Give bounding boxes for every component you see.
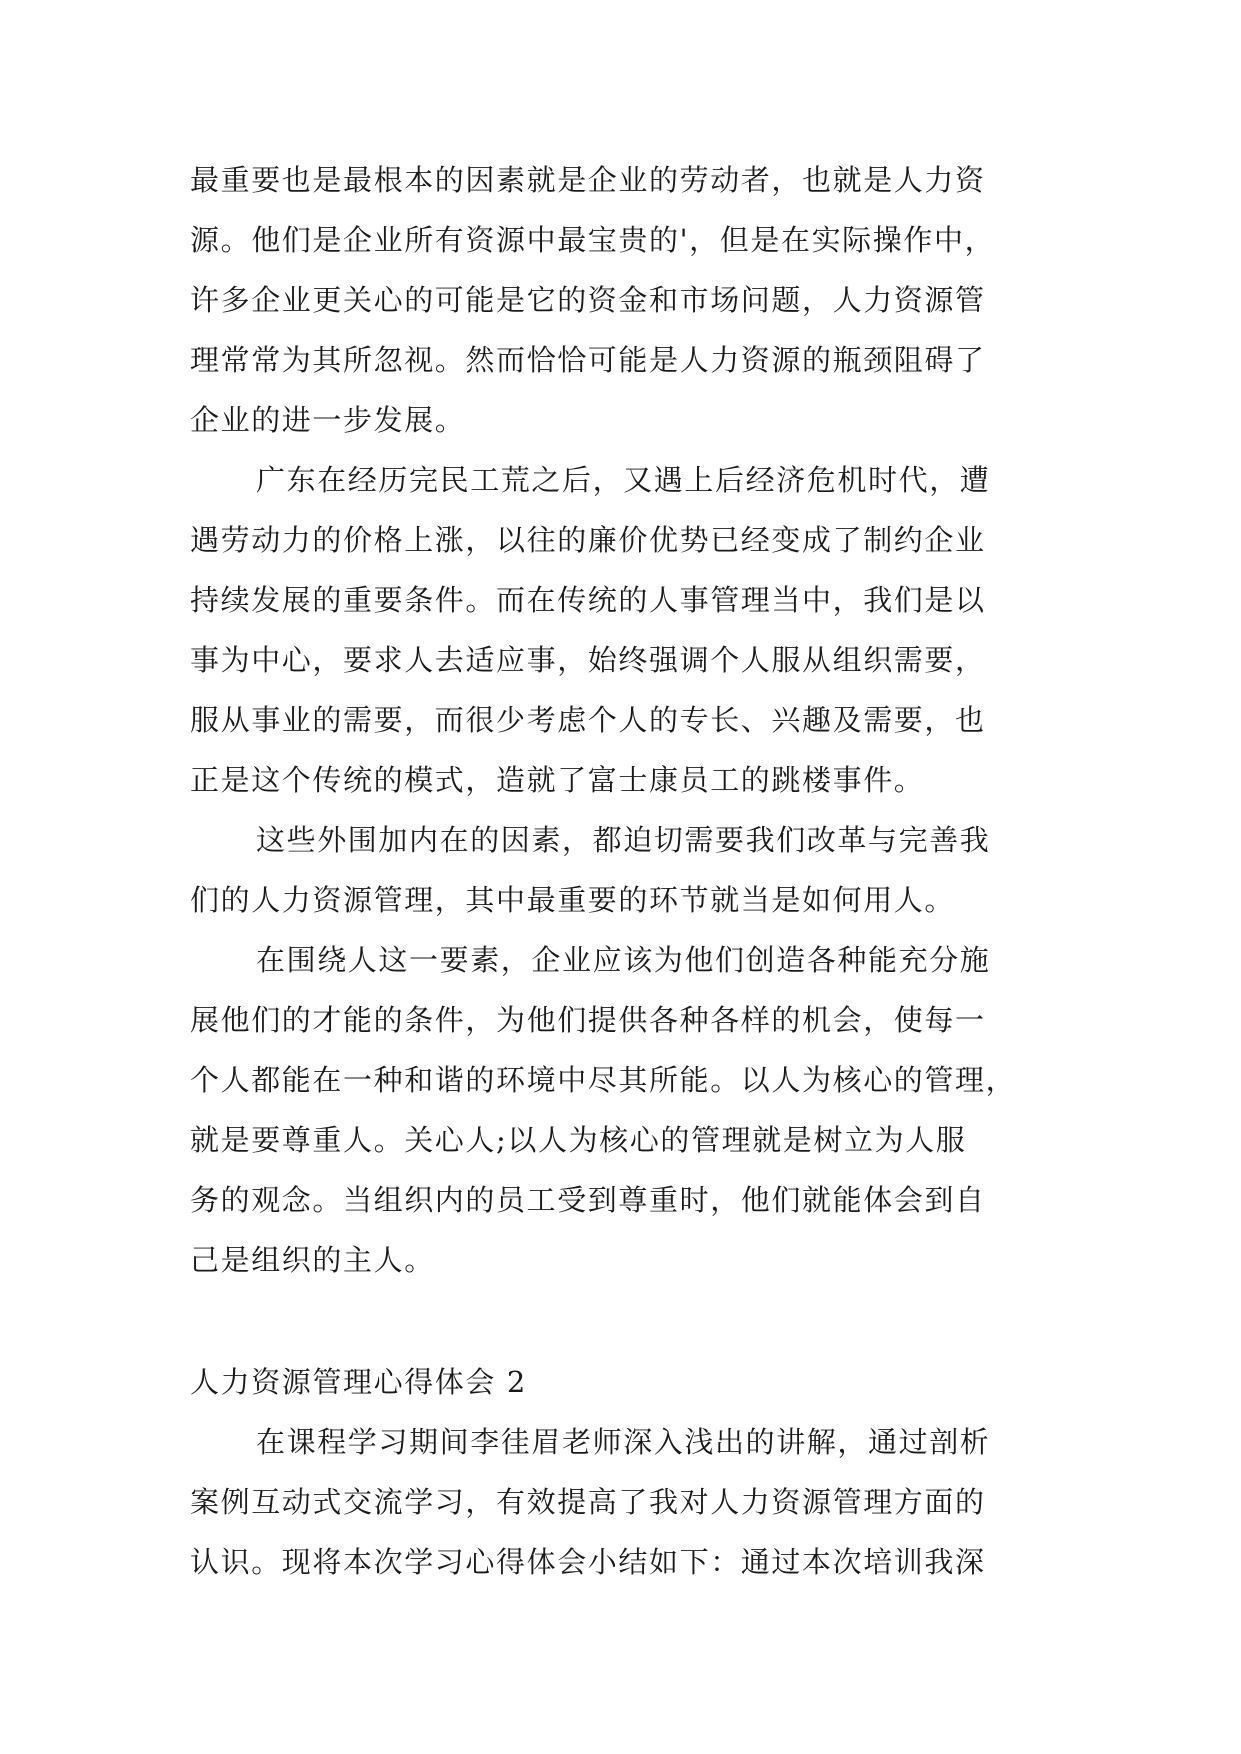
document-body xyxy=(190,150,1070,1592)
text-line: 己是组织的主人。 xyxy=(190,1243,435,1277)
text-line: 案例互动式交流学习，有效提高了我对人力资源管理方面的 xyxy=(190,1485,986,1519)
text-line: 这些外围加内在的因素，都迫切需要我们改革与完善我 xyxy=(256,823,991,857)
text-line: 正是这个传统的模式，造就了富士康员工的跳楼事件。 xyxy=(190,763,925,797)
text-line: 就是要尊重人。关心人;以人为核心的管理就是树立为人服 xyxy=(190,1123,967,1157)
text-line: 在课程学习期间李徍眉老师深入浅出的讲解，通过剖析 xyxy=(256,1425,991,1459)
text-line: 最重要也是最根本的因素就是企业的劳动者，也就是人力资 xyxy=(190,163,986,197)
section-spacer xyxy=(190,1290,1070,1352)
paragraph-2 xyxy=(190,450,1070,810)
section-title: 人力资源管理心得体会 2 xyxy=(190,1365,527,1399)
section-paragraph xyxy=(190,1412,1070,1592)
text-line: 服从事业的需要，而很少考虑个人的专长、兴趣及需要，也 xyxy=(190,703,986,737)
text-line: 事为中心，要求人去适应事，始终强调个人服从组织需要， xyxy=(190,643,986,677)
paragraph-3 xyxy=(190,810,1070,930)
text-line: 广东在经历完民工荒之后，又遇上后经济危机时代，遭 xyxy=(256,463,991,497)
text-line: 遇劳动力的价格上涨，以往的廉价优势已经变成了制约企业 xyxy=(190,523,986,557)
text-line: 理常常为其所忽视。然而恰恰可能是人力资源的瓶颈阻碍了 xyxy=(190,343,986,377)
text-line: 们的人力资源管理，其中最重要的环节就当是如何用人。 xyxy=(190,883,956,917)
text-line: 企业的进一步发展。 xyxy=(190,403,466,437)
text-line: 源。他们是企业所有资源中最宝贵的'，但是在实际操作中， xyxy=(190,223,996,257)
text-line: 展他们的才能的条件，为他们提供各种各样的机会，使每一 xyxy=(190,1003,986,1037)
text-line: 个人都能在一种和谐的环境中尽其所能。以人为核心的管理， xyxy=(190,1063,1017,1097)
text-line: 务的观念。当组织内的员工受到尊重时，他们就能体会到自 xyxy=(190,1183,986,1217)
text-line: 在围绕人这一要素，企业应该为他们创造各种能充分施 xyxy=(256,943,991,977)
text-line: 认识。现将本次学习心得体会小结如下：通过本次培训我深 xyxy=(190,1545,986,1579)
paragraph-1 xyxy=(190,150,1070,450)
paragraph-4 xyxy=(190,930,1070,1290)
text-line: 持续发展的重要条件。而在传统的人事管理当中，我们是以 xyxy=(190,583,986,617)
text-line: 许多企业更关心的可能是它的资金和市场问题，人力资源管 xyxy=(190,283,986,317)
